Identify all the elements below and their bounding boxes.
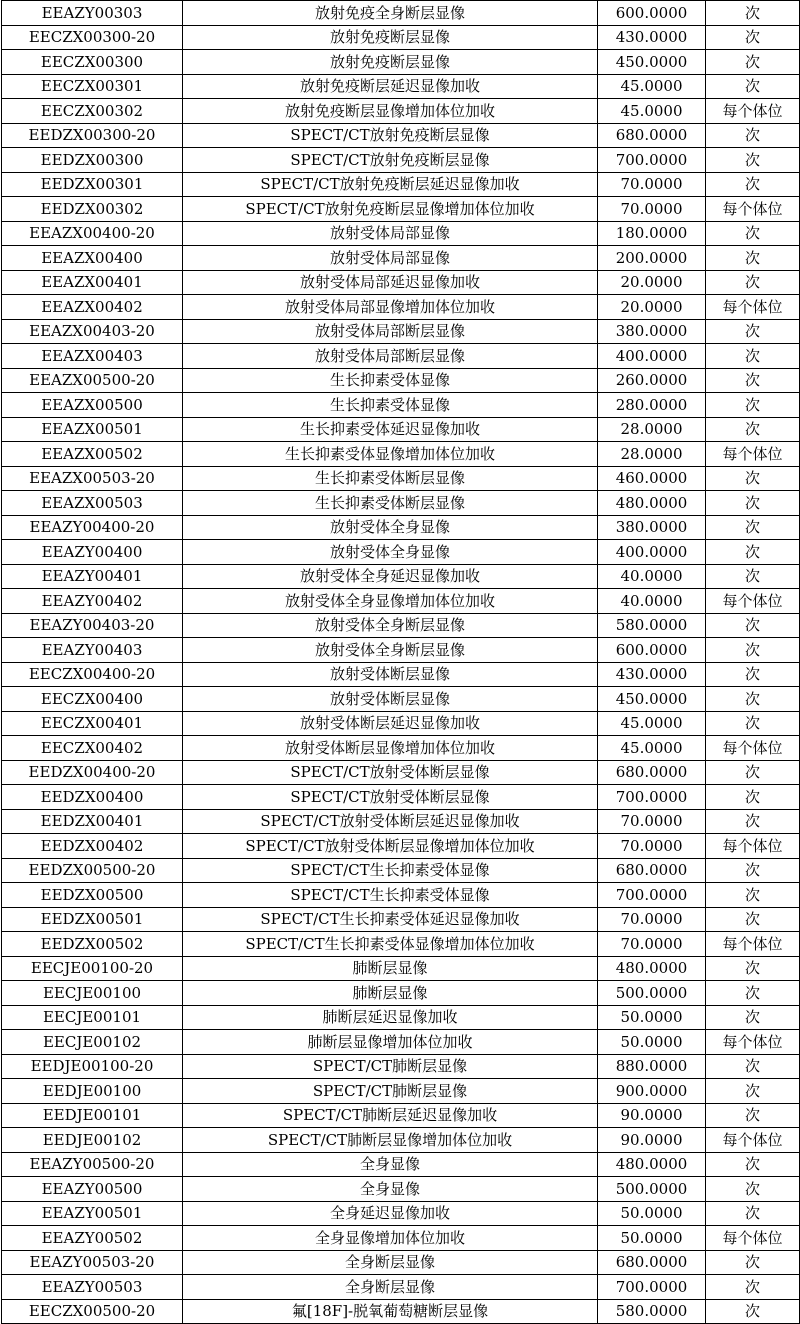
item-name-cell: SPECT/CT放射免疫断层显像 <box>183 123 598 148</box>
table-row <box>2 74 800 99</box>
item-unit-cell: 每个体位 <box>706 442 800 467</box>
item-name-cell: 放射受体局部显像 <box>183 246 598 271</box>
item-price-cell: 460.0000 <box>598 466 706 491</box>
item-name-cell: 全身显像增加体位加收 <box>183 1226 598 1251</box>
item-unit-cell: 次 <box>706 1177 800 1202</box>
item-code-cell: EEAZY00401 <box>2 564 183 589</box>
item-unit-cell: 次 <box>706 809 800 834</box>
table-row <box>2 295 800 320</box>
item-unit-cell: 次 <box>706 417 800 442</box>
item-price-cell: 480.0000 <box>598 491 706 516</box>
item-code-cell: EEDJE00101 <box>2 1103 183 1128</box>
table-row <box>2 1128 800 1153</box>
item-price-cell: 580.0000 <box>598 613 706 638</box>
item-price-cell: 45.0000 <box>598 711 706 736</box>
item-price-cell: 50.0000 <box>598 1005 706 1030</box>
item-name-cell: 放射受体局部断层显像 <box>183 344 598 369</box>
item-price-cell: 600.0000 <box>598 638 706 663</box>
table-row <box>2 1201 800 1226</box>
item-price-cell: 430.0000 <box>598 662 706 687</box>
item-unit-cell: 每个体位 <box>706 589 800 614</box>
item-price-cell: 450.0000 <box>598 687 706 712</box>
item-name-cell: 全身显像 <box>183 1177 598 1202</box>
item-code-cell: EECZX00300 <box>2 50 183 75</box>
item-price-cell: 680.0000 <box>598 1250 706 1275</box>
item-price-cell: 45.0000 <box>598 74 706 99</box>
item-code-cell: EECZX00300-20 <box>2 25 183 50</box>
item-code-cell: EEAZX00400 <box>2 246 183 271</box>
item-code-cell: EEDZX00502 <box>2 932 183 957</box>
item-unit-cell: 次 <box>706 172 800 197</box>
item-unit-cell: 次 <box>706 760 800 785</box>
item-name-cell: SPECT/CT放射受体断层显像增加体位加收 <box>183 834 598 859</box>
item-unit-cell: 次 <box>706 1079 800 1104</box>
table-row <box>2 344 800 369</box>
item-code-cell: EEAZY00500 <box>2 1177 183 1202</box>
item-unit-cell: 每个体位 <box>706 1030 800 1055</box>
item-code-cell: EECZX00302 <box>2 99 183 124</box>
item-price-cell: 40.0000 <box>598 589 706 614</box>
table-row <box>2 638 800 663</box>
table-row <box>2 197 800 222</box>
item-unit-cell: 次 <box>706 25 800 50</box>
item-name-cell: 放射免疫断层显像增加体位加收 <box>183 99 598 124</box>
item-name-cell: 放射受体局部显像增加体位加收 <box>183 295 598 320</box>
table-row <box>2 246 800 271</box>
table-row <box>2 1030 800 1055</box>
item-name-cell: 放射受体全身显像 <box>183 540 598 565</box>
item-code-cell: EECJE00100 <box>2 981 183 1006</box>
item-unit-cell: 次 <box>706 1103 800 1128</box>
item-price-cell: 480.0000 <box>598 956 706 981</box>
item-unit-cell: 次 <box>706 466 800 491</box>
table-row <box>2 1152 800 1177</box>
item-unit-cell: 每个体位 <box>706 99 800 124</box>
item-name-cell: 生长抑素受体延迟显像加收 <box>183 417 598 442</box>
item-price-cell: 700.0000 <box>598 148 706 173</box>
item-price-cell: 70.0000 <box>598 172 706 197</box>
item-code-cell: EEAZX00403-20 <box>2 319 183 344</box>
item-code-cell: EEAZX00402 <box>2 295 183 320</box>
item-code-cell: EEAZX00500-20 <box>2 368 183 393</box>
item-code-cell: EECZX00500-20 <box>2 1299 183 1324</box>
table-row <box>2 172 800 197</box>
item-price-cell: 380.0000 <box>598 319 706 344</box>
table-row <box>2 491 800 516</box>
item-code-cell: EEDZX00301 <box>2 172 183 197</box>
item-name-cell: 肺断层延迟显像加收 <box>183 1005 598 1030</box>
item-code-cell: EECJE00102 <box>2 1030 183 1055</box>
item-name-cell: 生长抑素受体断层显像 <box>183 491 598 516</box>
item-unit-cell: 每个体位 <box>706 834 800 859</box>
item-price-cell: 20.0000 <box>598 295 706 320</box>
item-name-cell: 放射免疫断层显像 <box>183 50 598 75</box>
item-code-cell: EEDZX00500-20 <box>2 858 183 883</box>
item-name-cell: 生长抑素受体显像 <box>183 368 598 393</box>
item-name-cell: SPECT/CT肺断层显像增加体位加收 <box>183 1128 598 1153</box>
item-code-cell: EEDZX00300 <box>2 148 183 173</box>
table-row <box>2 25 800 50</box>
table-row <box>2 221 800 246</box>
table-row <box>2 1 800 26</box>
item-code-cell: EEAZY00403-20 <box>2 613 183 638</box>
item-code-cell: EEAZX00400-20 <box>2 221 183 246</box>
item-price-cell: 28.0000 <box>598 442 706 467</box>
item-name-cell: SPECT/CT放射免疫断层显像 <box>183 148 598 173</box>
table-row <box>2 123 800 148</box>
item-price-cell: 400.0000 <box>598 540 706 565</box>
item-code-cell: EECJE00100-20 <box>2 956 183 981</box>
item-unit-cell: 每个体位 <box>706 197 800 222</box>
item-code-cell: EECZX00400-20 <box>2 662 183 687</box>
table-row <box>2 393 800 418</box>
table-row <box>2 319 800 344</box>
item-name-cell: 肺断层显像 <box>183 956 598 981</box>
item-name-cell: SPECT/CT生长抑素受体延迟显像加收 <box>183 907 598 932</box>
item-name-cell: SPECT/CT放射受体断层延迟显像加收 <box>183 809 598 834</box>
table-row <box>2 1275 800 1300</box>
item-code-cell: EEDZX00401 <box>2 809 183 834</box>
item-unit-cell: 每个体位 <box>706 295 800 320</box>
item-unit-cell: 次 <box>706 319 800 344</box>
table-row <box>2 956 800 981</box>
item-unit-cell: 次 <box>706 883 800 908</box>
item-name-cell: 放射受体全身断层显像 <box>183 613 598 638</box>
item-unit-cell: 次 <box>706 785 800 810</box>
item-unit-cell: 次 <box>706 1201 800 1226</box>
item-code-cell: EEAZY00403 <box>2 638 183 663</box>
table-row <box>2 368 800 393</box>
item-name-cell: 放射受体局部延迟显像加收 <box>183 270 598 295</box>
item-code-cell: EEDZX00501 <box>2 907 183 932</box>
item-price-cell: 70.0000 <box>598 197 706 222</box>
table-row <box>2 1005 800 1030</box>
table-row <box>2 1226 800 1251</box>
item-name-cell: 放射免疫全身断层显像 <box>183 1 598 26</box>
item-price-cell: 50.0000 <box>598 1030 706 1055</box>
item-name-cell: 肺断层显像 <box>183 981 598 1006</box>
table-row <box>2 907 800 932</box>
item-unit-cell: 每个体位 <box>706 736 800 761</box>
item-price-cell: 260.0000 <box>598 368 706 393</box>
table-row <box>2 736 800 761</box>
item-unit-cell: 次 <box>706 491 800 516</box>
item-unit-cell: 次 <box>706 1250 800 1275</box>
price-table-body <box>2 1 800 1324</box>
item-code-cell: EEAZY00400 <box>2 540 183 565</box>
item-unit-cell: 次 <box>706 687 800 712</box>
item-unit-cell: 次 <box>706 711 800 736</box>
item-code-cell: EEDZX00300-20 <box>2 123 183 148</box>
table-row <box>2 1103 800 1128</box>
item-price-cell: 400.0000 <box>598 344 706 369</box>
item-price-cell: 70.0000 <box>598 907 706 932</box>
item-price-cell: 430.0000 <box>598 25 706 50</box>
item-unit-cell: 次 <box>706 907 800 932</box>
item-unit-cell: 次 <box>706 613 800 638</box>
item-unit-cell: 次 <box>706 270 800 295</box>
table-row <box>2 883 800 908</box>
item-code-cell: EECJE00101 <box>2 1005 183 1030</box>
item-unit-cell: 次 <box>706 515 800 540</box>
table-row <box>2 613 800 638</box>
item-code-cell: EEAZY00303 <box>2 1 183 26</box>
item-code-cell: EEDJE00102 <box>2 1128 183 1153</box>
item-name-cell: 生长抑素受体断层显像 <box>183 466 598 491</box>
item-name-cell: 放射受体全身显像增加体位加收 <box>183 589 598 614</box>
price-table <box>1 0 800 1324</box>
item-code-cell: EEAZY00402 <box>2 589 183 614</box>
item-unit-cell: 次 <box>706 1275 800 1300</box>
table-row <box>2 932 800 957</box>
item-name-cell: 氟[18F]-脱氧葡萄糖断层显像 <box>183 1299 598 1324</box>
item-name-cell: SPECT/CT生长抑素受体显像 <box>183 883 598 908</box>
item-code-cell: EEDZX00402 <box>2 834 183 859</box>
item-price-cell: 90.0000 <box>598 1103 706 1128</box>
item-price-cell: 70.0000 <box>598 834 706 859</box>
item-name-cell: 全身延迟显像加收 <box>183 1201 598 1226</box>
item-name-cell: 放射受体断层显像 <box>183 662 598 687</box>
item-unit-cell: 每个体位 <box>706 1226 800 1251</box>
item-code-cell: EEDZX00302 <box>2 197 183 222</box>
item-unit-cell: 次 <box>706 344 800 369</box>
item-price-cell: 680.0000 <box>598 123 706 148</box>
table-row <box>2 442 800 467</box>
item-code-cell: EEAZY00503 <box>2 1275 183 1300</box>
item-unit-cell: 次 <box>706 981 800 1006</box>
item-name-cell: 放射免疫断层显像 <box>183 25 598 50</box>
item-price-cell: 700.0000 <box>598 785 706 810</box>
item-name-cell: 放射受体全身延迟显像加收 <box>183 564 598 589</box>
item-price-cell: 580.0000 <box>598 1299 706 1324</box>
item-name-cell: 放射受体全身显像 <box>183 515 598 540</box>
table-row <box>2 760 800 785</box>
item-code-cell: EEAZY00500-20 <box>2 1152 183 1177</box>
item-price-cell: 200.0000 <box>598 246 706 271</box>
item-unit-cell: 次 <box>706 123 800 148</box>
item-unit-cell: 每个体位 <box>706 1128 800 1153</box>
item-price-cell: 40.0000 <box>598 564 706 589</box>
item-unit-cell: 次 <box>706 393 800 418</box>
item-code-cell: EEDZX00400-20 <box>2 760 183 785</box>
item-name-cell: 放射受体局部断层显像 <box>183 319 598 344</box>
item-name-cell: 肺断层显像增加体位加收 <box>183 1030 598 1055</box>
item-unit-cell: 每个体位 <box>706 932 800 957</box>
item-name-cell: 放射受体断层显像 <box>183 687 598 712</box>
item-price-cell: 500.0000 <box>598 1177 706 1202</box>
table-row <box>2 834 800 859</box>
item-name-cell: SPECT/CT肺断层显像 <box>183 1054 598 1079</box>
item-name-cell: 全身断层显像 <box>183 1250 598 1275</box>
item-code-cell: EECZX00400 <box>2 687 183 712</box>
item-price-cell: 700.0000 <box>598 1275 706 1300</box>
table-row <box>2 99 800 124</box>
item-unit-cell: 次 <box>706 1054 800 1079</box>
item-price-cell: 45.0000 <box>598 736 706 761</box>
item-name-cell: SPECT/CT放射受体断层显像 <box>183 760 598 785</box>
item-price-cell: 280.0000 <box>598 393 706 418</box>
item-unit-cell: 次 <box>706 148 800 173</box>
item-code-cell: EEDJE00100 <box>2 1079 183 1104</box>
item-unit-cell: 次 <box>706 368 800 393</box>
table-row <box>2 540 800 565</box>
item-unit-cell: 次 <box>706 662 800 687</box>
item-unit-cell: 次 <box>706 540 800 565</box>
table-row <box>2 417 800 442</box>
item-price-cell: 90.0000 <box>598 1128 706 1153</box>
table-row <box>2 1079 800 1104</box>
item-code-cell: EEAZY00400-20 <box>2 515 183 540</box>
item-price-cell: 880.0000 <box>598 1054 706 1079</box>
item-price-cell: 20.0000 <box>598 270 706 295</box>
item-unit-cell: 次 <box>706 50 800 75</box>
item-code-cell: EEAZX00503-20 <box>2 466 183 491</box>
item-name-cell: 放射受体局部显像 <box>183 221 598 246</box>
item-price-cell: 680.0000 <box>598 858 706 883</box>
table-row <box>2 711 800 736</box>
item-price-cell: 28.0000 <box>598 417 706 442</box>
item-code-cell: EEAZX00500 <box>2 393 183 418</box>
item-price-cell: 680.0000 <box>598 760 706 785</box>
item-unit-cell: 次 <box>706 564 800 589</box>
item-code-cell: EEAZX00401 <box>2 270 183 295</box>
item-code-cell: EEAZY00501 <box>2 1201 183 1226</box>
table-row <box>2 662 800 687</box>
table-row <box>2 858 800 883</box>
item-unit-cell: 次 <box>706 1005 800 1030</box>
item-price-cell: 180.0000 <box>598 221 706 246</box>
item-price-cell: 600.0000 <box>598 1 706 26</box>
item-name-cell: 生长抑素受体显像增加体位加收 <box>183 442 598 467</box>
item-name-cell: SPECT/CT生长抑素受体显像增加体位加收 <box>183 932 598 957</box>
item-unit-cell: 次 <box>706 858 800 883</box>
item-unit-cell: 次 <box>706 246 800 271</box>
item-code-cell: EEDZX00400 <box>2 785 183 810</box>
table-row <box>2 809 800 834</box>
table-row <box>2 589 800 614</box>
item-code-cell: EEAZY00502 <box>2 1226 183 1251</box>
item-price-cell: 70.0000 <box>598 809 706 834</box>
item-unit-cell: 次 <box>706 1152 800 1177</box>
item-name-cell: 全身显像 <box>183 1152 598 1177</box>
item-name-cell: 放射受体全身断层显像 <box>183 638 598 663</box>
table-row <box>2 50 800 75</box>
item-price-cell: 50.0000 <box>598 1226 706 1251</box>
item-code-cell: EEDJE00100-20 <box>2 1054 183 1079</box>
table-row <box>2 1054 800 1079</box>
item-price-cell: 700.0000 <box>598 883 706 908</box>
item-price-cell: 70.0000 <box>598 932 706 957</box>
item-name-cell: 放射免疫断层延迟显像加收 <box>183 74 598 99</box>
item-name-cell: SPECT/CT放射免疫断层显像增加体位加收 <box>183 197 598 222</box>
item-unit-cell: 次 <box>706 1299 800 1324</box>
item-price-cell: 380.0000 <box>598 515 706 540</box>
item-name-cell: SPECT/CT肺断层显像 <box>183 1079 598 1104</box>
item-code-cell: EEAZX00503 <box>2 491 183 516</box>
item-code-cell: EEAZX00502 <box>2 442 183 467</box>
table-row <box>2 981 800 1006</box>
item-code-cell: EECZX00401 <box>2 711 183 736</box>
item-price-cell: 450.0000 <box>598 50 706 75</box>
item-code-cell: EEDZX00500 <box>2 883 183 908</box>
item-name-cell: 全身断层显像 <box>183 1275 598 1300</box>
item-name-cell: SPECT/CT肺断层延迟显像加收 <box>183 1103 598 1128</box>
item-name-cell: SPECT/CT放射免疫断层延迟显像加收 <box>183 172 598 197</box>
table-row <box>2 270 800 295</box>
table-row <box>2 466 800 491</box>
table-row <box>2 785 800 810</box>
item-price-cell: 45.0000 <box>598 99 706 124</box>
table-row <box>2 1299 800 1324</box>
item-code-cell: EEAZX00501 <box>2 417 183 442</box>
item-code-cell: EECZX00301 <box>2 74 183 99</box>
item-name-cell: SPECT/CT生长抑素受体显像 <box>183 858 598 883</box>
table-row <box>2 148 800 173</box>
item-name-cell: 放射受体断层延迟显像加收 <box>183 711 598 736</box>
item-price-cell: 900.0000 <box>598 1079 706 1104</box>
table-row <box>2 1250 800 1275</box>
item-unit-cell: 次 <box>706 1 800 26</box>
item-name-cell: 放射受体断层显像增加体位加收 <box>183 736 598 761</box>
item-price-cell: 50.0000 <box>598 1201 706 1226</box>
table-row <box>2 564 800 589</box>
table-row <box>2 515 800 540</box>
item-code-cell: EEAZX00403 <box>2 344 183 369</box>
item-unit-cell: 次 <box>706 74 800 99</box>
item-code-cell: EEAZY00503-20 <box>2 1250 183 1275</box>
item-code-cell: EECZX00402 <box>2 736 183 761</box>
item-unit-cell: 次 <box>706 638 800 663</box>
item-name-cell: SPECT/CT放射受体断层显像 <box>183 785 598 810</box>
table-row <box>2 687 800 712</box>
item-unit-cell: 次 <box>706 956 800 981</box>
item-price-cell: 500.0000 <box>598 981 706 1006</box>
item-unit-cell: 次 <box>706 221 800 246</box>
table-row <box>2 1177 800 1202</box>
item-price-cell: 480.0000 <box>598 1152 706 1177</box>
item-name-cell: 生长抑素受体显像 <box>183 393 598 418</box>
